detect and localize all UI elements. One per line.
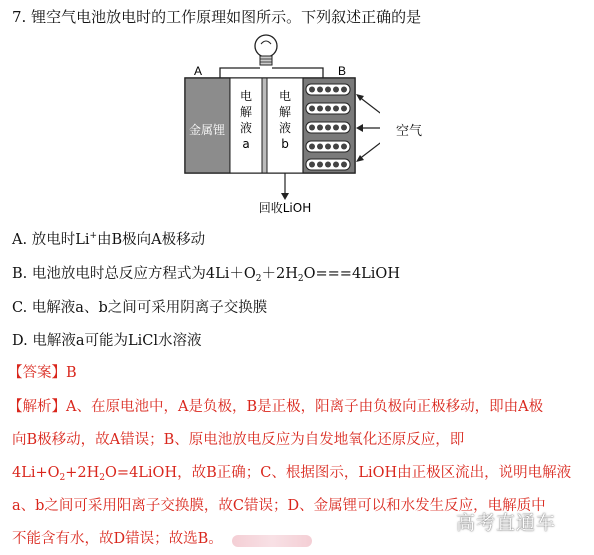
explanation-line-3: $4Li+O_2+2H_2O=4LiOH$，故B正确；C、根据图示，LiOH由正极区流出，说明电解液 xyxy=(12,465,572,483)
electrolyte-b-char: 液 xyxy=(278,121,292,135)
terminal-b-label: B xyxy=(338,64,347,78)
option-a[interactable]: A. 放电时Li+由B极向A极移动 xyxy=(12,231,206,248)
electrolyte-a-char: a xyxy=(242,137,250,151)
question-text: 锂空气电池放电时的工作原理如图所示。下列叙述正确的是 xyxy=(31,8,422,26)
question-number: 7. xyxy=(12,8,27,26)
explanation-line-2: 向B极移动，故A错误；B、原电池放电反应为自发地氧化还原反应，即 xyxy=(12,432,465,448)
bulb-icon xyxy=(255,35,277,65)
explanation-line-1: 【解析】A、在原电池中，A是负极，B是正极，阳离子由负极向正极移动，即由A极 xyxy=(8,399,544,415)
battery-diagram xyxy=(180,30,380,215)
option-b[interactable]: B. 电池放电时总反应方程式为$4Li+O_2+2H_2O===4LiOH$ xyxy=(12,266,400,284)
outlet-label: 回收LiOH xyxy=(258,201,312,215)
air-label: 空气 xyxy=(396,124,423,139)
electrolyte-a-char: 电 xyxy=(239,89,253,103)
watermark: 高考直通车 xyxy=(456,512,557,534)
blurred-mark xyxy=(232,535,312,547)
electrolyte-a-char: 解 xyxy=(239,105,253,119)
explanation-line-4: a、b之间可采用阳离子交换膜，故C错误；D、金属锂可以和水发生反应，电解质中 xyxy=(12,498,546,514)
question-stem xyxy=(12,6,421,27)
metal-lithium-label: 金属锂 xyxy=(188,123,226,137)
electrolyte-b-char: 解 xyxy=(278,105,292,119)
option-d[interactable]: D. 电解液a可能为LiCl水溶液 xyxy=(12,333,202,349)
option-c[interactable]: C. 电解液a、b之间可采用阴离子交换膜 xyxy=(12,300,268,316)
electrolyte-b-char: b xyxy=(281,137,289,151)
explanation-line-5: 不能含有水，故D错误；故选B。 xyxy=(12,531,223,547)
answer-label: 【答案】B xyxy=(8,365,77,381)
terminal-a-label: A xyxy=(194,64,203,78)
electrolyte-b-char: 电 xyxy=(278,89,292,103)
electrolyte-a-char: 液 xyxy=(239,121,253,135)
